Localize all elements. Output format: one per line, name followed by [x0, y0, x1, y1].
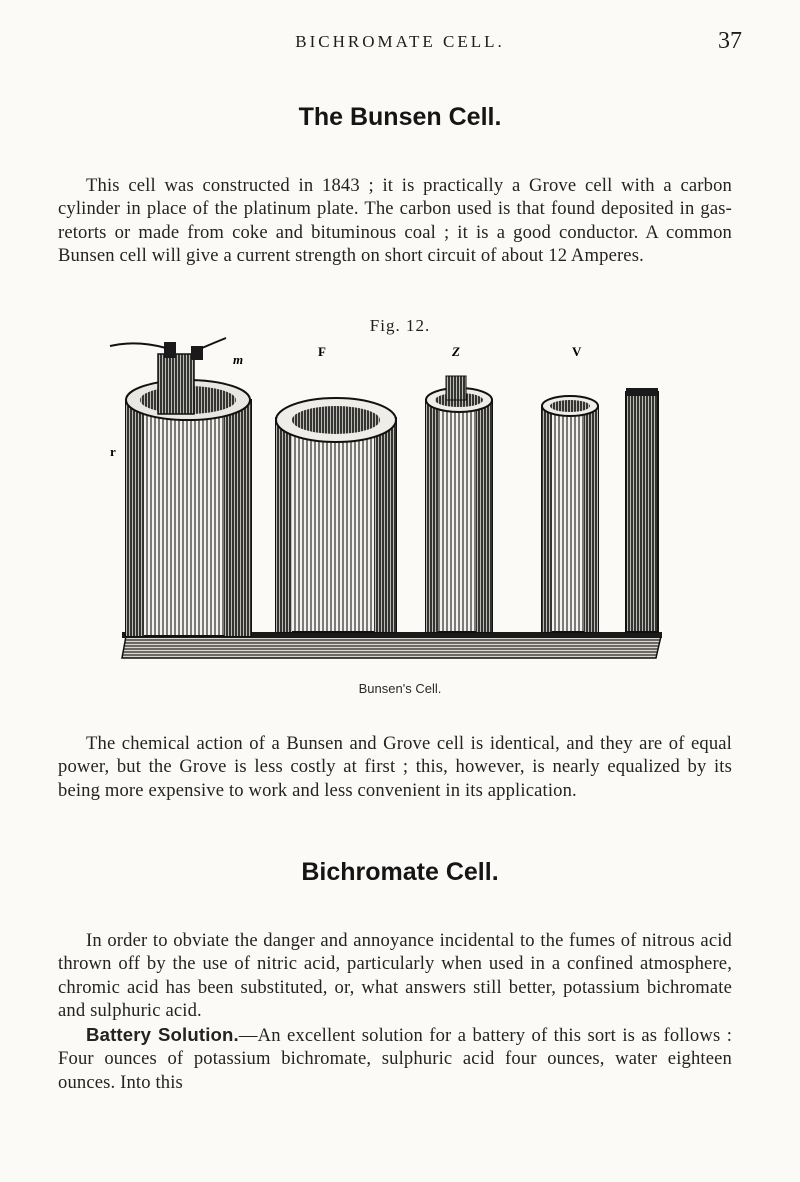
part-label-r: r	[110, 444, 116, 459]
bichromate-paragraph: In order to obviate the danger and annoyance incidental to the fumes of nitrous acid thrown off by the use of nitric acid, particularly when used in a confined atmosphere, chromic acid has been substituted, or, what answers still better, potassium bichromate and sulphuric acid.	[58, 929, 732, 1022]
figure-label: Fig. 12.	[369, 316, 431, 335]
section-heading-bunsen: The Bunsen Cell.	[298, 103, 502, 131]
battery-solution-runin: Battery Solution.	[86, 1023, 239, 1045]
part-label-z: Z	[452, 344, 460, 359]
bunsen-cell-illustration	[106, 336, 666, 666]
part-label-m: m	[233, 352, 244, 367]
running-head-title: BICHROMATE CELL.	[295, 32, 505, 51]
section-heading-bichromate: Bichromate Cell.	[301, 858, 499, 886]
bunsen-paragraph: This cell was constructed in 1843 ; it is practically a Grove cell with a carbon cylinder in place of the platinum plate. The carbon used is that found deposited in gas-retorts or made from coke and bituminous coal ; it is a good conductor. A common Bunsen cell will give a current strength on short circuit of about 12 Amperes.	[58, 174, 732, 267]
running-head	[0, 28, 800, 54]
part-label-f: F	[318, 344, 326, 359]
battery-solution-paragraph	[58, 1023, 732, 1095]
part-label-v: V	[572, 344, 582, 359]
figure-caption: Bunsen's Cell.	[358, 681, 442, 696]
battery-solution-text: —An excellent solution for a battery of this sort is as follows : Four ounces of potassium bichromate, sulphuric acid four ounces, water eighteen ounces. Into this	[58, 1024, 733, 1093]
page-number: 37	[718, 28, 742, 54]
bunsen-cell-engraving	[106, 336, 666, 666]
comparison-paragraph: The chemical action of a Bunsen and Grove cell is identical, and they are of equal power, but the Grove is less costly at first ; this, however, is nearly equalized by its being more expensive to work and less convenient in its application.	[58, 732, 732, 801]
